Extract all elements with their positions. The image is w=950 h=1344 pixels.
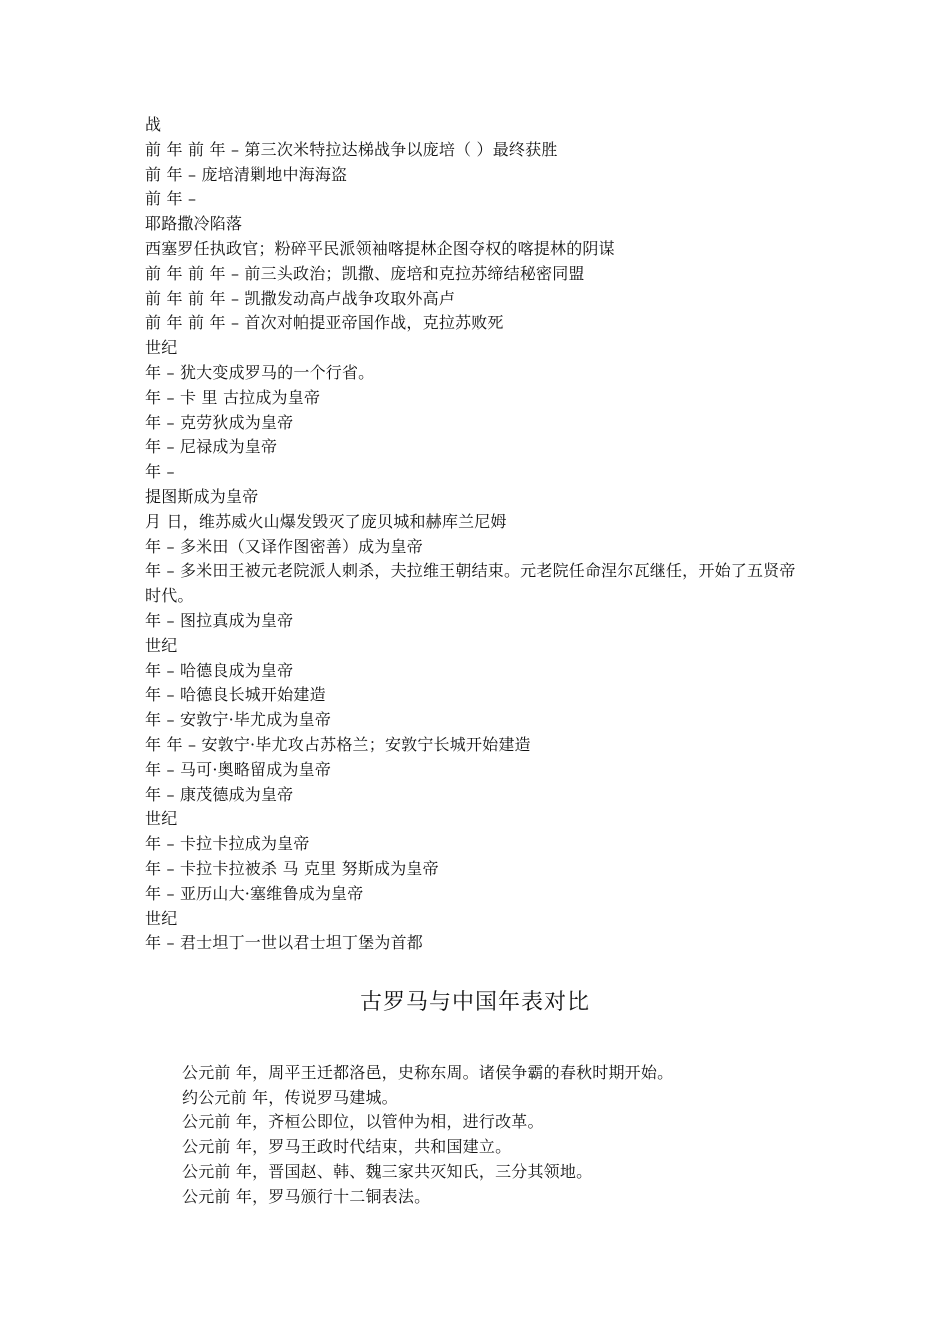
timeline-line: 耶路撒冷陷落	[145, 214, 243, 234]
timeline-line: 年 – 卡拉卡拉成为皇帝	[145, 834, 310, 854]
comparison-line: 公元前 年，齐桓公即位，以管仲为相，进行改革。	[182, 1112, 544, 1132]
comparison-line: 约公元前 年，传说罗马建城。	[182, 1087, 398, 1107]
timeline-line: 前 年 前 年 – 前三头政治；凯撒、庞培和克拉苏缔结秘密同盟	[145, 263, 585, 283]
comparison-title: 古罗马与中国年表对比	[359, 990, 590, 1015]
timeline-line: 年 – 君士坦丁一世以君士坦丁堡为首都	[145, 933, 423, 953]
timeline-line: 前 年 前 年 – 凯撒发动高卢战争攻取外高卢	[145, 288, 456, 308]
comparison-line: 公元前 年，晋国赵、韩、魏三家共灭知氏，三分其领地。	[182, 1161, 593, 1181]
timeline-line: 年 – 卡 里 古拉成为皇帝	[145, 387, 321, 407]
timeline-line: 年 – 马可·奥略留成为皇帝	[145, 759, 332, 779]
timeline-section	[145, 113, 810, 981]
empty-line	[182, 1036, 822, 1061]
timeline-line: 前 年 –	[145, 189, 197, 209]
century-heading: 世纪	[145, 809, 178, 829]
timeline-line: 年 – 哈德良长城开始建造	[145, 685, 326, 705]
timeline-line: 前 年 前 年 – 第三次米特拉达梯战争以庞培（ ）最终获胜	[145, 139, 558, 159]
timeline-line: 年 – 犹大变成罗马的一个行省。	[145, 362, 375, 382]
comparison-line: 公元前 年，罗马王政时代结束，共和国建立。	[182, 1137, 512, 1157]
timeline-line: 年 – 多米田王被元老院派人刺杀，夫拉维王朝结束。元老院任命涅尔瓦继任，开始了五贤帝时代。	[145, 561, 796, 606]
timeline-line: 年 – 安敦宁·毕尤成为皇帝	[145, 710, 332, 730]
timeline-line: 月 日，维苏威火山爆发毁灭了庞贝城和赫库兰尼姆	[145, 511, 507, 531]
timeline-line: 年 年 – 安敦宁·毕尤攻占苏格兰；安敦宁长城开始建造	[145, 734, 531, 754]
century-heading: 世纪	[145, 908, 178, 928]
timeline-line: 前 年 – 庞培清剿地中海海盗	[145, 164, 348, 184]
century-heading: 世纪	[145, 338, 178, 358]
timeline-line: 年 –	[145, 462, 175, 482]
timeline-line: 年 – 哈德良成为皇帝	[145, 660, 294, 680]
comparison-section	[182, 1036, 822, 1210]
comparison-line: 公元前 年，罗马颁行十二铜表法。	[182, 1186, 431, 1206]
timeline-line: 年 – 多米田（又译作图密善）成为皇帝	[145, 536, 423, 556]
timeline-line: 西塞罗任执政官；粉碎平民派领袖喀提林企图夺权的喀提林的阴谋	[145, 238, 615, 258]
timeline-line: 年 – 卡拉卡拉被杀 马 克里 努斯成为皇帝	[145, 858, 439, 878]
timeline-line: 年 – 尼禄成为皇帝	[145, 437, 278, 457]
century-heading: 世纪	[145, 635, 178, 655]
comparison-line: 公元前 年，周平王迁都洛邑，史称东周。诸侯争霸的春秋时期开始。	[182, 1062, 674, 1082]
timeline-line: 年 – 康茂德成为皇帝	[145, 784, 294, 804]
timeline-line: 年 – 克劳狄成为皇帝	[145, 412, 294, 432]
timeline-line: 提图斯成为皇帝	[145, 486, 259, 506]
empty-line	[145, 956, 810, 981]
timeline-line: 年 – 亚历山大·塞维鲁成为皇帝	[145, 883, 364, 903]
timeline-line: 前 年 前 年 – 首次对帕提亚帝国作战，克拉苏败死	[145, 313, 504, 333]
timeline-line: 年 – 图拉真成为皇帝	[145, 610, 294, 630]
timeline-line: 战	[145, 115, 162, 134]
